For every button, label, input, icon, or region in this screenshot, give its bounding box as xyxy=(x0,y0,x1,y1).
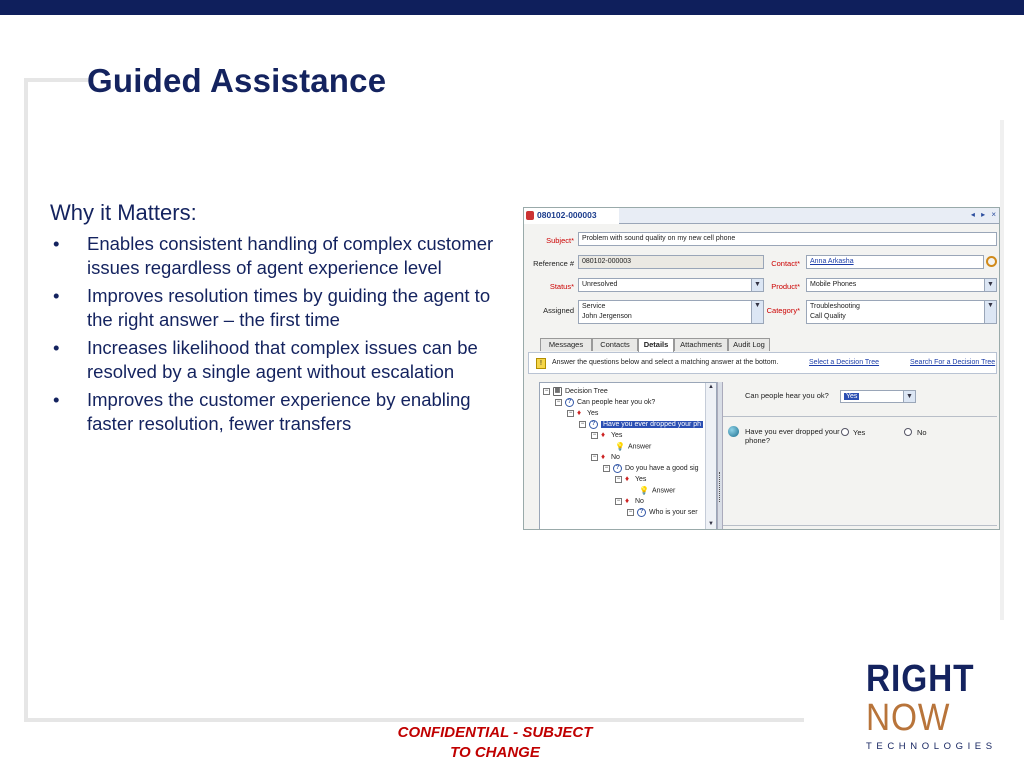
tree-node[interactable]: − ♦ Yes xyxy=(592,430,623,440)
bullet-list xyxy=(50,232,520,436)
divider xyxy=(723,416,997,417)
answer-pin-icon: ♦ xyxy=(577,408,582,418)
chevron-down-icon[interactable]: ▼ xyxy=(751,301,763,323)
tab-attachments[interactable]: Attachments xyxy=(674,338,728,351)
tree-node[interactable]: − ? Can people hear you ok? xyxy=(556,398,656,406)
question-icon: ? xyxy=(613,464,622,473)
status-label: Status* xyxy=(549,282,574,291)
top-bar xyxy=(0,0,1024,15)
search-decision-tree-link[interactable]: Search For a Decision Tree xyxy=(910,359,996,366)
logo-right: RIGHT xyxy=(866,658,975,700)
tree-node[interactable]: − ▦ Decision Tree xyxy=(544,387,608,395)
bullet-dot: • xyxy=(53,233,60,254)
tree-scrollbar[interactable] xyxy=(705,383,716,530)
product-value: Mobile Phones xyxy=(810,281,857,288)
radio-yes[interactable] xyxy=(841,428,849,436)
chevron-down-icon[interactable]: ▼ xyxy=(984,301,996,323)
scroll-down-icon[interactable]: ▼ xyxy=(708,521,714,527)
radio-no-label: No xyxy=(917,428,927,437)
subject-input[interactable]: Problem with sound quality on my new cell phone xyxy=(578,232,997,246)
logo-technologies: TECHNOLOGIES xyxy=(866,741,997,752)
product-select[interactable] xyxy=(806,278,997,292)
tree-node[interactable]: − ♦ Yes xyxy=(568,408,599,418)
question-pane xyxy=(723,382,997,530)
search-icon[interactable] xyxy=(986,256,997,267)
slide-title: Guided Assistance xyxy=(87,62,387,99)
scroll-up-icon[interactable]: ▲ xyxy=(708,384,714,390)
answer-pin-icon: ♦ xyxy=(601,452,606,462)
contact-field[interactable] xyxy=(806,255,984,269)
question-icon: ? xyxy=(565,398,574,407)
tree-node[interactable]: − ♦ No xyxy=(616,496,644,506)
question-1-answer: Yes xyxy=(846,393,858,400)
question-2-text: Have you ever dropped your phone? xyxy=(745,427,840,445)
frame-line-left xyxy=(24,78,28,722)
radio-yes-label: Yes xyxy=(853,428,866,437)
answer-pin-icon: ♦ xyxy=(601,430,606,440)
category-line1: Troubleshooting xyxy=(810,303,860,310)
select-decision-tree-link[interactable]: Select a Decision Tree xyxy=(809,359,880,366)
contact-label: Contact* xyxy=(771,259,800,268)
collapse-icon: − xyxy=(568,409,573,416)
frame-line-right xyxy=(1000,120,1004,620)
lightbulb-icon: 💡 xyxy=(615,442,625,451)
tree-node[interactable]: 💡 Answer xyxy=(639,486,676,495)
product-label: Product* xyxy=(771,282,800,291)
guide-info-bar xyxy=(528,352,997,374)
bullet-dot: • xyxy=(53,389,60,410)
collapse-icon: − xyxy=(556,398,561,405)
question-icon: ? xyxy=(589,420,598,429)
assigned-agent: John Jergenson xyxy=(582,313,632,320)
bullet-section xyxy=(50,200,520,440)
category-select[interactable] xyxy=(806,300,997,324)
chevron-down-icon[interactable]: ▼ xyxy=(751,279,763,291)
bullet-item: • Improves the customer experience by enabling faster resolution, fewer transfers xyxy=(53,389,471,434)
tab-audit-log[interactable]: Audit Log xyxy=(728,338,770,351)
incident-tab[interactable] xyxy=(524,208,619,224)
assigned-select[interactable] xyxy=(578,300,764,324)
answer-pin-icon: ♦ xyxy=(625,496,630,506)
incident-tab-label: 080102-000003 xyxy=(537,210,597,220)
collapse-icon: − xyxy=(592,453,597,460)
radio-no[interactable] xyxy=(904,428,912,436)
category-label: Category* xyxy=(766,306,800,315)
divider xyxy=(723,525,997,526)
tree-node[interactable]: − ♦ Yes xyxy=(616,474,647,484)
question-icon: ? xyxy=(637,508,646,517)
chevron-down-icon[interactable]: ▼ xyxy=(984,279,996,291)
decision-tree-pane xyxy=(539,382,717,530)
subject-label: Subject* xyxy=(546,236,574,245)
collapse-icon: − xyxy=(616,475,621,482)
app-screenshot xyxy=(523,207,1000,530)
frame-line-bottom xyxy=(24,718,804,722)
tab-messages[interactable]: Messages xyxy=(540,338,592,351)
assigned-label: Assigned xyxy=(543,306,574,315)
globe-icon xyxy=(728,426,739,437)
reference-field: 080102-000003 xyxy=(578,255,764,269)
tree-root-icon: ▦ xyxy=(554,387,561,394)
tab-contacts[interactable]: Contacts xyxy=(592,338,638,351)
tree-node[interactable]: − ? Do you have a good sig xyxy=(604,464,699,472)
incident-icon xyxy=(526,211,534,220)
collapse-icon: − xyxy=(604,464,609,471)
status-value: Unresolved xyxy=(582,281,618,288)
bullet-dot: • xyxy=(53,337,60,358)
bullet-item: • Improves resolution times by guiding the agent to the right answer – the first time xyxy=(53,285,491,330)
bullet-item: • Increases likelihood that complex issues can be resolved by a single agent without escalation xyxy=(53,337,478,382)
collapse-icon: − xyxy=(616,497,621,504)
tab-nav-arrows-icon[interactable]: ◂ ▸ × xyxy=(970,210,998,219)
guide-instructions: Answer the questions below and select a matching answer at the bottom. xyxy=(552,359,779,366)
status-select[interactable] xyxy=(578,278,764,292)
splitter-grip-icon[interactable] xyxy=(719,472,721,502)
tab-details[interactable]: Details xyxy=(638,338,674,352)
answer-pin-icon: ♦ xyxy=(625,474,630,484)
tree-node[interactable]: − ? Who is your ser xyxy=(628,508,698,516)
tree-node-selected[interactable]: − ? Have you ever dropped your ph xyxy=(580,420,702,428)
tree-node[interactable]: 💡 Answer xyxy=(615,442,652,451)
contact-link[interactable]: Anna Arkasha xyxy=(810,258,854,265)
collapse-icon: − xyxy=(592,431,597,438)
question-1-text: Can people hear you ok? xyxy=(745,391,829,400)
lead-heading: Why it Matters: xyxy=(50,200,197,225)
confidential-footer: CONFIDENTIAL - SUBJECT TO CHANGE xyxy=(397,724,593,761)
chevron-down-icon[interactable]: ▼ xyxy=(903,391,915,402)
question-1-select[interactable] xyxy=(840,390,916,403)
logo-now: NOW xyxy=(866,697,951,739)
bullet-item: • Enables consistent handling of complex customer issues regardless of agent experience level xyxy=(53,233,494,278)
collapse-icon: − xyxy=(628,508,633,515)
rightnow-logo xyxy=(866,658,997,752)
category-line2: Call Quality xyxy=(810,313,846,320)
collapse-icon: − xyxy=(580,420,585,427)
bullet-dot: • xyxy=(53,285,60,306)
incident-tab-header xyxy=(524,208,1000,224)
collapse-icon: − xyxy=(544,387,549,394)
tree-node[interactable]: − ♦ No xyxy=(592,452,620,462)
frame-line-top xyxy=(24,78,94,82)
warning-icon: ! xyxy=(536,358,546,369)
assigned-group: Service xyxy=(582,303,606,310)
lightbulb-icon: 💡 xyxy=(639,486,649,495)
reference-label: Reference # xyxy=(533,259,574,268)
